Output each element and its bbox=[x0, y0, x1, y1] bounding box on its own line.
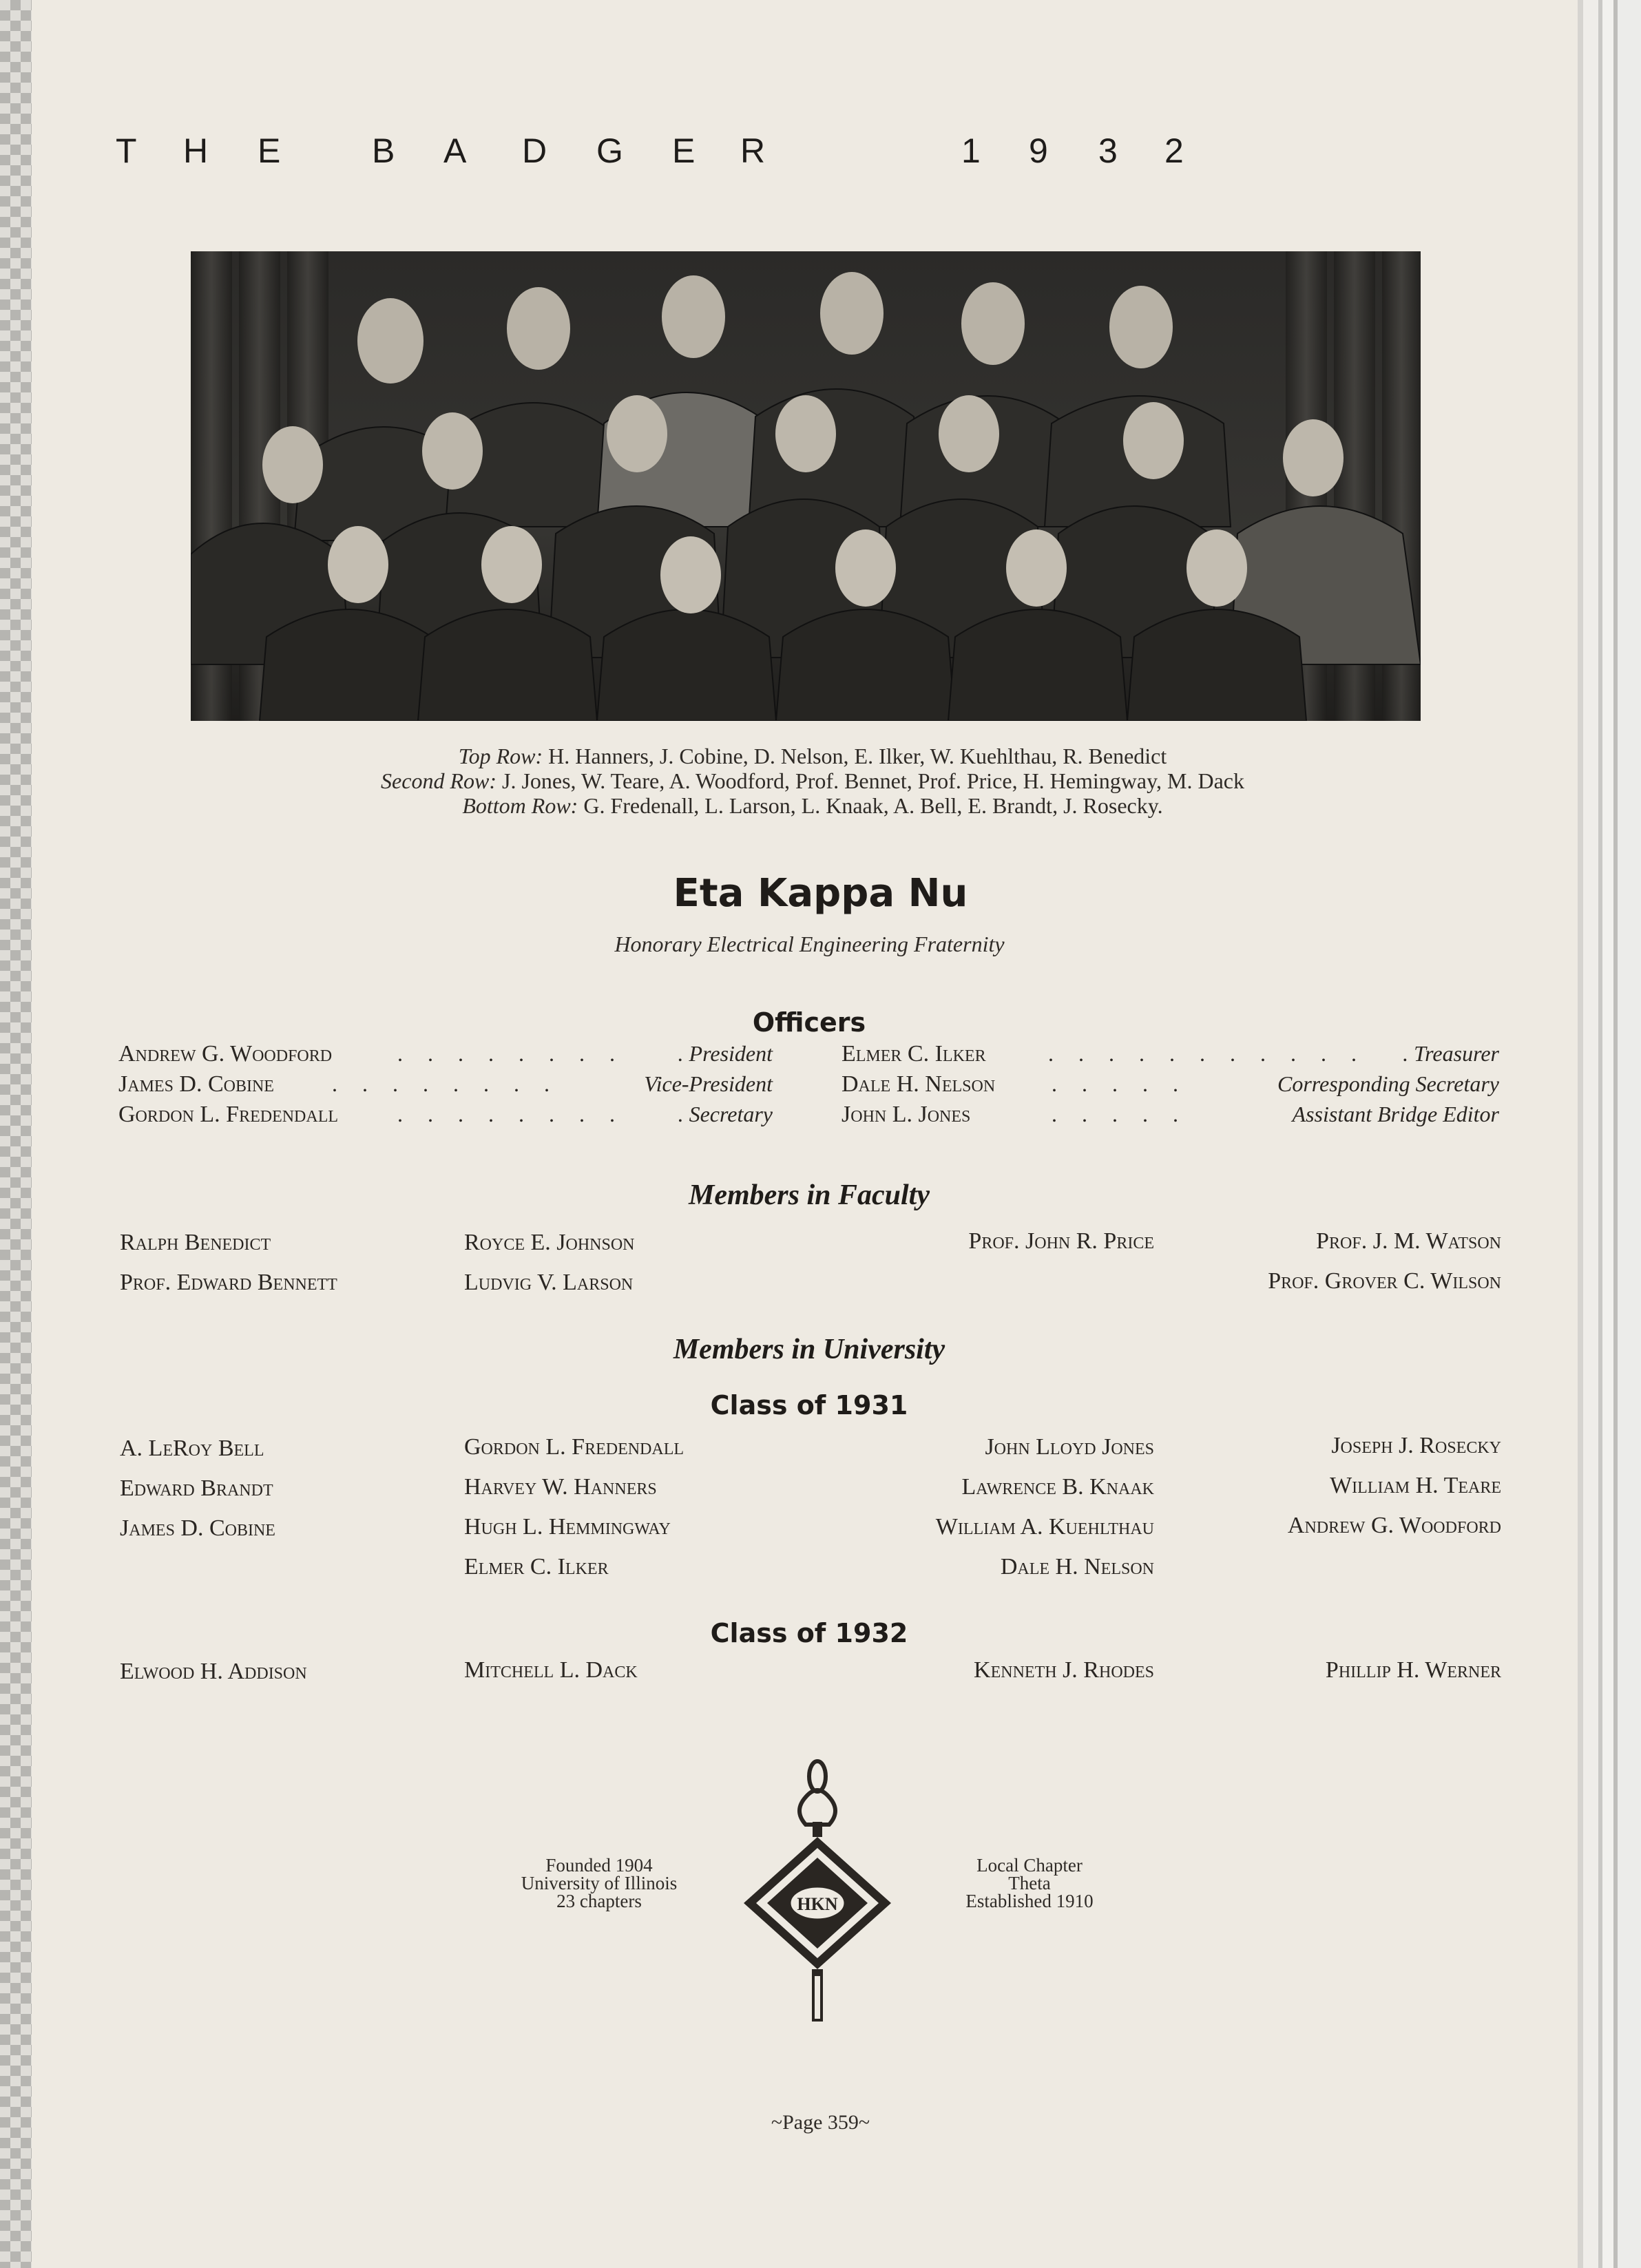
header-year-digit: 3 bbox=[1098, 132, 1118, 170]
caption-row-names: H. Hanners, J. Cobine, D. Nelson, E. Ilker, W. Kuehlthau, R. Benedict bbox=[548, 744, 1167, 768]
header-letter: E bbox=[258, 132, 281, 170]
header-letter: E bbox=[672, 132, 696, 170]
header-year-digit: 1 bbox=[961, 132, 981, 170]
member-name: Elmer C. Ilker bbox=[464, 1554, 609, 1579]
chapter-line: Theta bbox=[1008, 1873, 1051, 1893]
caption-row-label: Second Row: bbox=[381, 768, 497, 793]
officer-name: Dale H. Nelson bbox=[842, 1071, 996, 1097]
chapter-line: Local Chapter bbox=[976, 1855, 1083, 1876]
university-heading: Members in University bbox=[673, 1334, 945, 1365]
officer-dots: . . . . . . . . . . . bbox=[1048, 1041, 1366, 1066]
officer-dots: . . . . . . . . bbox=[397, 1041, 625, 1066]
header-year-digit: 2 bbox=[1164, 132, 1184, 170]
officer-role: Corresponding Secretary bbox=[1277, 1071, 1499, 1096]
header-letter: H bbox=[183, 132, 209, 170]
group-photo bbox=[191, 251, 1421, 721]
member-name: Phillip H. Werner bbox=[1325, 1657, 1501, 1683]
officer-dots: . . . . . . . . bbox=[332, 1071, 559, 1096]
page-number: ~Page 359~ bbox=[771, 2111, 870, 2134]
header-letter: T bbox=[116, 132, 137, 170]
member-name: William H. Teare bbox=[1330, 1473, 1501, 1498]
member-name: James D. Cobine bbox=[120, 1515, 275, 1541]
faculty-member: Prof. J. M. Watson bbox=[1316, 1228, 1501, 1254]
class-1931-heading: Class of 1931 bbox=[710, 1390, 908, 1420]
key-badge-icon bbox=[731, 1756, 897, 2024]
faculty-member: Prof. John R. Price bbox=[968, 1228, 1154, 1254]
founding-line: University of Illinois bbox=[521, 1873, 678, 1893]
header-letter: A bbox=[443, 132, 467, 170]
member-name: Edward Brandt bbox=[120, 1476, 273, 1501]
officer-name: Elmer C. Ilker bbox=[842, 1041, 986, 1067]
badge-letters: HKN bbox=[797, 1894, 838, 1914]
class-1932-heading: Class of 1932 bbox=[710, 1618, 908, 1648]
officer-name: Andrew G. Woodford bbox=[118, 1041, 333, 1067]
caption-row bbox=[207, 768, 1419, 793]
founding-line: 23 chapters bbox=[556, 1891, 642, 1911]
caption-row bbox=[207, 744, 1419, 768]
founding-line: Founded 1904 bbox=[545, 1855, 653, 1876]
caption-row-label: Top Row: bbox=[458, 744, 543, 768]
officer-role: . President bbox=[678, 1041, 773, 1066]
caption-row bbox=[207, 793, 1419, 818]
member-name: Elwood H. Addison bbox=[120, 1659, 307, 1684]
member-name: Dale H. Nelson bbox=[1000, 1554, 1154, 1579]
group-photo-figures bbox=[191, 251, 1421, 721]
officers-right bbox=[842, 1041, 1499, 1137]
page-edge-right bbox=[1578, 0, 1641, 2268]
officer-dots: . . . . . bbox=[1052, 1071, 1188, 1096]
fraternity-key-badge bbox=[731, 1756, 897, 2024]
member-name: Joseph J. Rosecky bbox=[1331, 1433, 1501, 1458]
running-header bbox=[116, 131, 1190, 172]
member-name: A. LeRoy Bell bbox=[120, 1436, 264, 1461]
header-letter: B bbox=[372, 132, 395, 170]
officer-dots: . . . . . . . . bbox=[397, 1102, 625, 1126]
faculty-heading: Members in Faculty bbox=[688, 1179, 930, 1211]
officer-name: Gordon L. Fredendall bbox=[118, 1102, 339, 1127]
member-name: Mitchell L. Dack bbox=[464, 1657, 638, 1683]
member-name: Hugh L. Hemmingway bbox=[464, 1514, 671, 1540]
caption-row-label: Bottom Row: bbox=[462, 793, 578, 818]
caption-row-names: J. Jones, W. Teare, A. Woodford, Prof. Bennet, Prof. Price, H. Hemingway, M. Dack bbox=[501, 768, 1244, 793]
officer-role: Assistant Bridge Editor bbox=[1292, 1102, 1499, 1126]
photo-caption bbox=[207, 744, 1419, 818]
officers-heading: Officers bbox=[752, 1007, 866, 1038]
member-name: Gordon L. Fredendall bbox=[464, 1434, 684, 1460]
faculty-member: Prof. Edward Bennett bbox=[120, 1270, 337, 1295]
officer-role: . Secretary bbox=[678, 1102, 773, 1126]
chapter-line: Established 1910 bbox=[965, 1891, 1094, 1911]
officer-name: James D. Cobine bbox=[118, 1071, 274, 1097]
member-name: John Lloyd Jones bbox=[985, 1434, 1154, 1460]
member-name: William A. Kuehlthau bbox=[935, 1514, 1154, 1540]
officers-left bbox=[118, 1041, 773, 1137]
header-letter: G bbox=[596, 132, 623, 170]
member-name: Andrew G. Woodford bbox=[1287, 1513, 1501, 1538]
member-name: Lawrence B. Knaak bbox=[961, 1474, 1154, 1500]
faculty-member: Ludvig V. Larson bbox=[464, 1270, 634, 1295]
decorative-border-left bbox=[0, 0, 32, 2268]
faculty-member: Ralph Benedict bbox=[120, 1230, 271, 1255]
officer-name: John L. Jones bbox=[842, 1102, 971, 1127]
officer-role: Vice-President bbox=[644, 1071, 773, 1096]
header-year-digit: 9 bbox=[1029, 132, 1048, 170]
chapter-info bbox=[930, 1856, 1129, 1910]
header-letter: D bbox=[522, 132, 547, 170]
founding-info bbox=[496, 1856, 702, 1910]
faculty-member: Royce E. Johnson bbox=[464, 1230, 635, 1255]
faculty-member: Prof. Grover C. Wilson bbox=[1268, 1268, 1501, 1294]
caption-row-names: G. Fredenall, L. Larson, L. Knaak, A. Bell, E. Brandt, J. Rosecky. bbox=[583, 793, 1163, 818]
page-subtitle: Honorary Electrical Engineering Fraternity bbox=[614, 932, 1005, 956]
page-title: Eta Kappa Nu bbox=[673, 871, 968, 916]
header-letter: R bbox=[740, 132, 766, 170]
member-name: Harvey W. Hanners bbox=[464, 1474, 657, 1500]
member-name: Kenneth J. Rhodes bbox=[974, 1657, 1154, 1683]
officer-role: . Treasurer bbox=[1403, 1041, 1499, 1066]
officer-dots: . . . . . bbox=[1052, 1102, 1188, 1126]
